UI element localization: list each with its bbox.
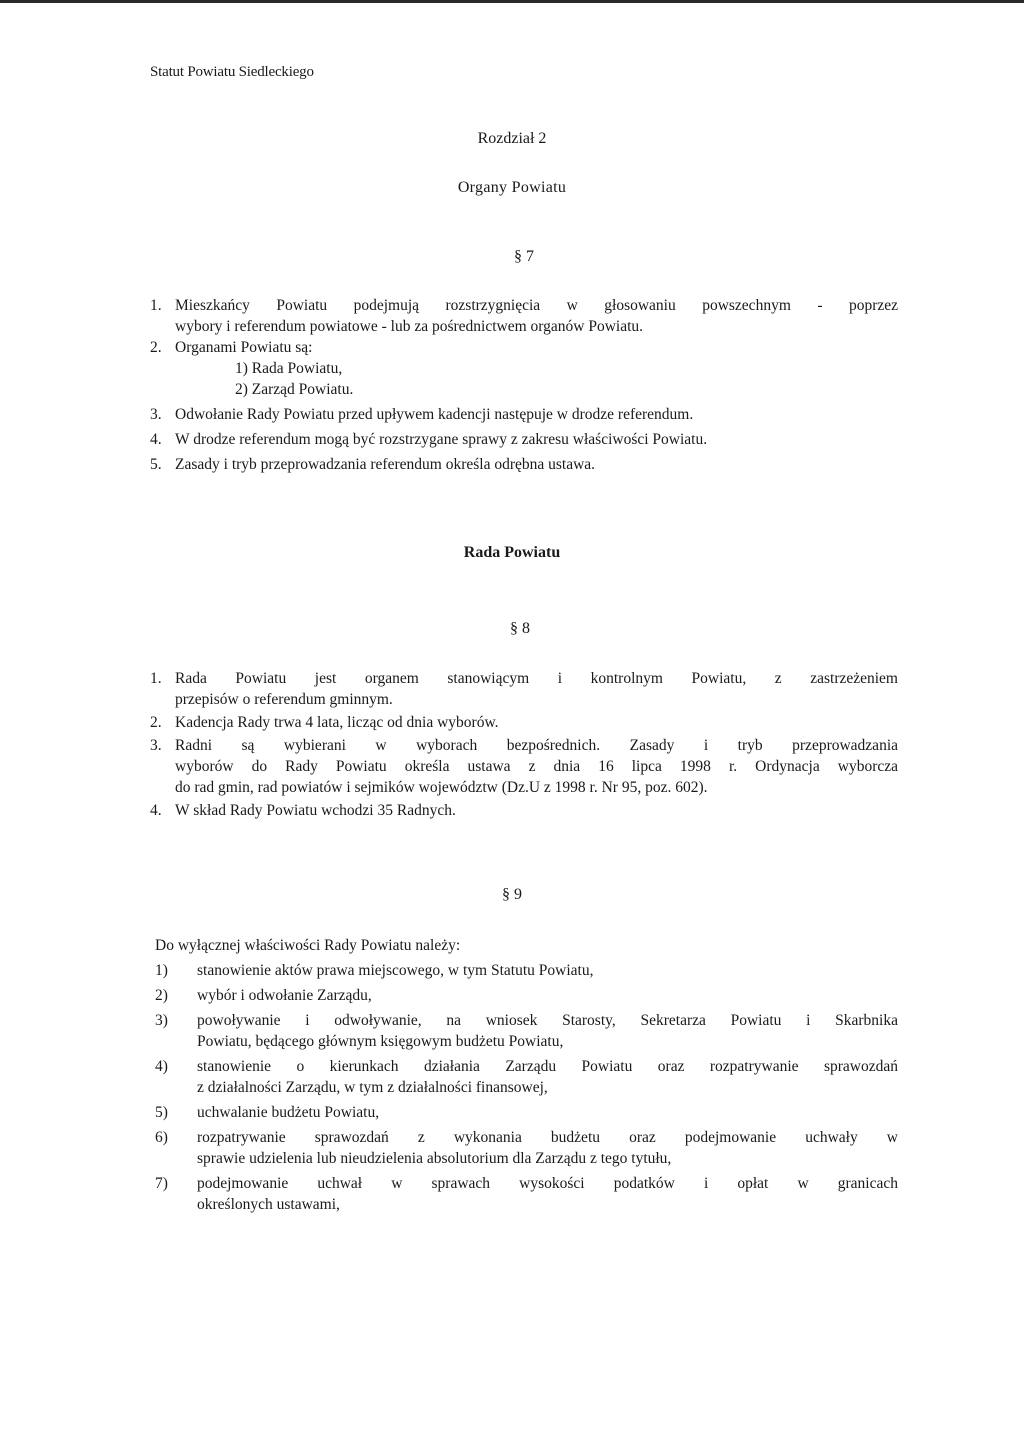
item-number: 4) [155,1058,168,1075]
item-number: 3. [150,406,162,423]
organ-entry: 2) Zarząd Powiatu. [235,381,354,398]
section-8-body [150,668,898,821]
rada-powiatu-heading: Rada Powiatu [463,544,561,561]
item-line: Odwołanie Rady Powiatu przed upływem kadencji następuje w drodze referendum. [175,406,694,423]
item-line: rozpatrywanie sprawozdań z wykonania budżetu oraz podejmowanie uchwały w [197,1129,898,1146]
item-number: 5. [150,456,162,473]
item-line: wybory i referendum powiatowe - lub za pośrednictwem organów Powiatu. [175,318,644,335]
section-7-item-5 [150,454,898,475]
item-line: Radni są wybierani w wyborach bezpośrednich. Zasady i tryb przeprowadzania [175,737,898,754]
section-9-item-4 [155,1056,898,1098]
section-9-mark: § 9 [502,886,522,903]
item-line: do rad gmin, rad powiatów i sejmików województw (Dz.U z 1998 r. Nr 95, poz. 602). [175,779,708,796]
section-7-item-1 [150,295,898,337]
item-line: Zasady i tryb przeprowadzania referendum określa odrębna ustawa. [175,456,596,473]
running-header: Statut Powiatu Siedleckiego [150,64,314,80]
section-7-item-3 [150,404,898,425]
organ-entry: 1) Rada Powiatu, [235,360,343,377]
item-number: 4. [150,431,162,448]
item-number: 5) [155,1104,168,1121]
section-8-mark: § 8 [510,620,530,637]
section-8-item-3 [150,735,898,798]
item-number: 1. [150,297,162,314]
item-number: 7) [155,1175,168,1192]
item-line: Mieszkańcy Powiatu podejmują rozstrzygnięcia w głosowaniu powszechnym - poprzez [175,297,898,314]
item-line: stanowienie aktów prawa miejscowego, w tym Statutu Powiatu, [197,962,594,979]
page-top-edge [0,0,1024,3]
section-7-body [150,295,898,475]
item-number: 2) [155,987,168,1004]
item-line: wybór i odwołanie Zarządu, [197,987,372,1004]
item-line: stanowienie o kierunkach działania Zarządu Powiatu oraz rozpatrywanie sprawozdań [197,1058,898,1075]
section-9-item-1 [155,960,898,981]
section-9-item-5 [155,1102,898,1123]
item-line: Organami Powiatu są: [175,339,313,356]
section-8-item-2 [150,712,898,733]
item-number: 1) [155,962,168,979]
section-8-item-1 [150,668,898,710]
section-7-item-2 [150,337,898,400]
chapter-subtitle: Organy Powiatu [457,179,567,196]
item-line: wyborów do Rady Powiatu określa ustawa z dnia 16 lipca 1998 r. Ordynacja wyborcza [175,758,898,775]
item-line: Rada Powiatu jest organem stanowiącym i kontrolnym Powiatu, z zastrzeżeniem [175,670,898,687]
item-number: 4. [150,802,162,819]
section-7-mark: § 7 [514,248,534,265]
item-line: powoływanie i odwoływanie, na wniosek Starosty, Sekretarza Powiatu i Skarbnika [197,1012,898,1029]
section-9-item-6 [155,1127,898,1169]
item-number: 3) [155,1012,168,1029]
section-9-intro: Do wyłącznej właściwości Rady Powiatu należy: [155,937,461,954]
item-line: przepisów o referendum gminnym. [175,691,393,708]
chapter-title: Rozdział 2 [477,130,547,147]
item-number: 2. [150,339,162,356]
item-number: 6) [155,1129,168,1146]
item-number: 3. [150,737,162,754]
item-number: 1. [150,670,162,687]
item-line: z działalności Zarządu, w tym z działalności finansowej, [197,1079,548,1096]
section-9-item-3 [155,1010,898,1052]
item-line: W skład Rady Powiatu wchodzi 35 Radnych. [175,802,456,819]
section-9-item-2 [155,985,898,1006]
item-line: określonych ustawami, [197,1196,340,1213]
item-line: uchwalanie budżetu Powiatu, [197,1104,380,1121]
section-9-item-7 [155,1173,898,1215]
section-9-body [155,935,898,1215]
section-7-item-4 [150,429,898,450]
item-line: podejmowanie uchwał w sprawach wysokości podatków i opłat w granicach [197,1175,898,1192]
item-line: W drodze referendum mogą być rozstrzygane sprawy z zakresu właściwości Powiatu. [175,431,708,448]
section-8-item-4 [150,800,898,821]
item-number: 2. [150,714,162,731]
item-line: Powiatu, będącego głównym księgowym budżetu Powiatu, [197,1033,564,1050]
item-line: sprawie udzielenia lub nieudzielenia absolutorium dla Zarządu z tego tytułu, [197,1150,672,1167]
item-line: Kadencja Rady trwa 4 lata, licząc od dnia wyborów. [175,714,499,731]
